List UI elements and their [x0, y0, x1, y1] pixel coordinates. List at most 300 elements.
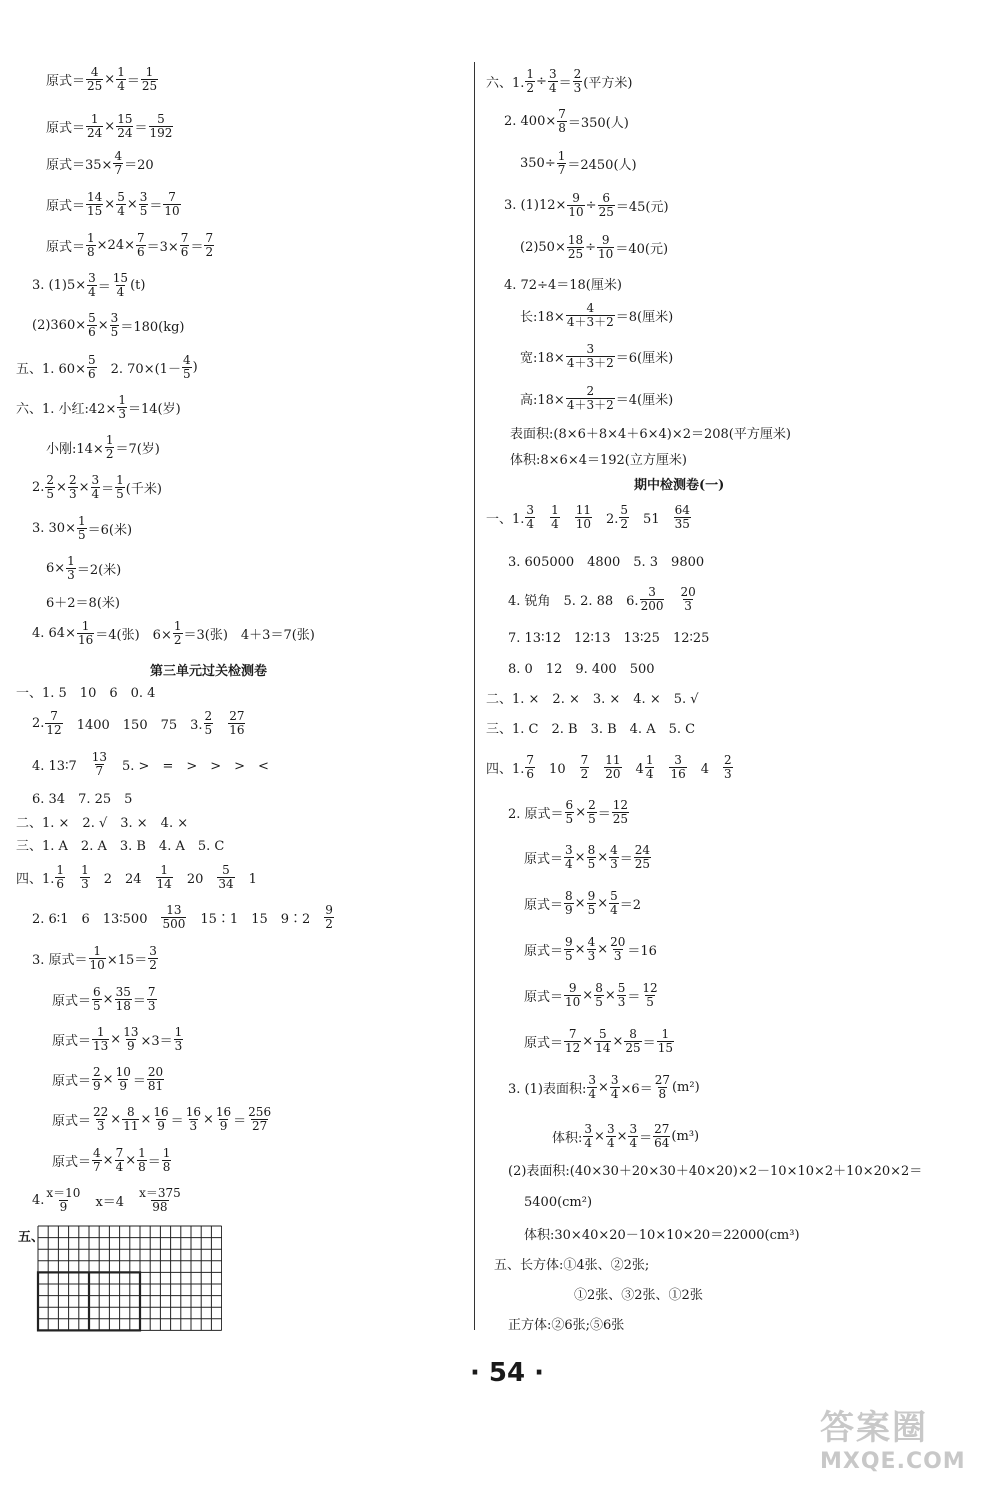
denominator: 18	[115, 998, 131, 1013]
text-segment: 体积:	[552, 1130, 583, 1146]
denominator: 6	[56, 876, 65, 891]
numerator: 7	[205, 230, 214, 245]
numerator: 15	[117, 111, 133, 126]
numerator: 1	[162, 1145, 171, 1160]
right-line	[524, 886, 641, 920]
numerator: 4	[182, 352, 191, 367]
fraction	[163, 191, 180, 218]
numerator: 1	[87, 230, 95, 245]
fraction	[174, 1026, 184, 1053]
text-segment: 原式＝	[52, 1154, 92, 1170]
fraction	[173, 620, 183, 647]
numerator: 2	[573, 66, 582, 81]
text-segment: 3. (1)12×	[504, 197, 567, 213]
denominator: 14	[595, 1040, 611, 1055]
fraction	[567, 234, 584, 261]
numerator: 7	[115, 1145, 124, 1160]
left-line	[32, 747, 269, 781]
denominator: 2	[173, 632, 182, 647]
watermark-logo	[820, 1400, 990, 1480]
left-line	[32, 1183, 183, 1217]
fraction	[86, 113, 103, 140]
right-line	[520, 381, 673, 415]
denominator: 4	[88, 284, 96, 299]
fraction	[628, 1123, 638, 1150]
text-segment: 一、1.	[486, 511, 525, 527]
fraction	[548, 68, 558, 95]
denominator: 2	[526, 80, 535, 95]
denominator: 500	[162, 916, 186, 931]
text-segment: 4.	[32, 1192, 45, 1208]
right-line	[524, 1024, 675, 1058]
denominator: 9	[59, 1199, 68, 1214]
text-segment: (2)表面积:(40×30＋20×30＋40×20)×2－10×10×2＋10×20×2＝	[508, 1163, 923, 1179]
denominator: 4＋3＋2	[566, 314, 614, 329]
numerator: 3	[110, 310, 119, 325]
denominator: 27	[251, 1118, 268, 1133]
text-segment: 六、1. 小红:42×	[16, 401, 117, 417]
denominator: 7	[557, 162, 566, 177]
fraction	[80, 864, 90, 891]
denominator: 16	[77, 632, 94, 647]
text-segment: ＝3(张) 4＋3＝7(张)	[183, 627, 315, 643]
text-segment: 二、1. × 2. √ 3. × 4. ×	[16, 815, 189, 831]
denominator: 192	[149, 125, 173, 140]
text-segment: (t)	[130, 277, 146, 293]
fraction	[115, 1147, 125, 1174]
denominator: 81	[147, 1078, 164, 1093]
numerator: 1	[93, 943, 101, 958]
numerator: 3	[548, 66, 557, 81]
text-segment: 小刚:14×	[46, 441, 104, 457]
numerator: 7	[526, 752, 535, 767]
fraction	[105, 434, 115, 461]
numerator: 1	[77, 513, 86, 528]
text-segment: (m³)	[671, 1128, 700, 1144]
fraction	[116, 113, 133, 140]
denominator: 10	[568, 204, 584, 219]
text-segment: ×	[140, 1111, 152, 1127]
text-segment: ＝	[627, 989, 641, 1005]
text-segment: ＝6(厘米)	[615, 350, 674, 366]
watermark-line1: 答案圈	[820, 1408, 928, 1448]
denominator: 10	[575, 516, 591, 531]
fraction	[557, 108, 567, 135]
numerator: 10	[115, 1064, 131, 1079]
right-line	[520, 298, 673, 332]
text-segment: ＝4(张) 6×	[95, 627, 172, 643]
watermark-line2: MXQE.COM	[820, 1449, 966, 1474]
fraction	[587, 1074, 597, 1101]
fraction	[156, 864, 173, 891]
text-segment: ×	[104, 71, 116, 87]
right-line	[486, 64, 632, 98]
denominator: 2	[205, 244, 214, 259]
text-segment: 15∶1 15 9∶2	[187, 911, 324, 927]
numerator: 4	[587, 934, 596, 949]
fraction	[610, 1074, 620, 1101]
denominator: 4	[117, 203, 125, 218]
fraction	[86, 191, 103, 218]
numerator: 6	[565, 797, 574, 812]
text-segment: 高:18×	[520, 392, 565, 408]
text-segment: 4. 72÷4＝18(厘米)	[504, 277, 622, 293]
text-segment: 4. 13∶7	[32, 758, 90, 774]
numerator: 9	[568, 980, 577, 995]
denominator: 5	[204, 722, 213, 737]
denominator: 20	[605, 766, 621, 781]
fraction	[669, 754, 686, 781]
denominator: 3	[81, 876, 89, 891]
denominator: 4＋3＋2	[566, 355, 614, 370]
numerator: 8	[629, 1026, 637, 1041]
numerator: 3	[139, 189, 148, 204]
denominator: 10	[164, 203, 180, 218]
text-segment: ×	[594, 1128, 605, 1144]
left-line	[32, 308, 184, 342]
text-segment: 3. 原式＝	[32, 952, 88, 968]
text-segment: ＝	[190, 239, 204, 255]
text-segment: 4	[687, 761, 723, 777]
numerator: 1	[174, 1024, 183, 1039]
left-line	[52, 1102, 273, 1136]
numerator: 2	[46, 472, 55, 487]
fraction	[117, 394, 127, 421]
fraction	[204, 232, 214, 259]
text-segment: ×	[597, 895, 609, 911]
text-segment: 原式＝	[52, 1073, 92, 1089]
text-segment: ＝	[639, 1130, 653, 1146]
text-segment: 长:18×	[520, 309, 565, 325]
denominator: 4	[115, 1159, 124, 1174]
numerator: 1	[138, 1145, 146, 1160]
text-segment: ÷	[536, 73, 547, 89]
fraction	[565, 799, 575, 826]
fraction	[566, 385, 615, 412]
text-segment: ＝	[170, 1113, 184, 1129]
text-segment: ＝4(厘米)	[615, 392, 674, 408]
numerator: 3	[149, 943, 157, 958]
numerator: 5	[599, 1026, 607, 1041]
numerator: 12	[642, 980, 658, 995]
denominator: 3	[68, 486, 77, 501]
denominator: 15	[87, 203, 103, 218]
numerator: 7	[136, 230, 145, 245]
text-segment: 原式＝	[46, 73, 86, 89]
shape-outline	[38, 1272, 140, 1330]
left-line	[32, 268, 145, 302]
text-segment: ＝6(米)	[87, 522, 133, 538]
right-line	[524, 932, 657, 966]
fraction	[89, 945, 106, 972]
text-segment: 三、1. A 2. A 3. B 4. A 5. C	[16, 838, 225, 854]
fraction	[674, 504, 691, 531]
denominator: 25	[612, 811, 629, 826]
fraction	[566, 343, 615, 370]
denominator: 8	[87, 244, 95, 259]
fraction	[115, 986, 132, 1013]
fraction	[564, 936, 574, 963]
text-segment: 2. 6∶1 6 13∶500	[32, 911, 161, 927]
text-segment: ＝	[558, 75, 572, 91]
denominator: 5	[587, 856, 596, 871]
numerator: 2	[93, 1064, 101, 1079]
text-segment: ＝40(元)	[615, 241, 669, 257]
fraction	[617, 982, 627, 1009]
text-segment: ÷	[585, 197, 597, 213]
left-line	[52, 1022, 184, 1056]
right-line	[552, 1119, 699, 1153]
fraction	[653, 1123, 670, 1150]
denominator: 5	[46, 486, 55, 501]
numerator: 7	[147, 984, 156, 999]
right-line	[508, 1306, 624, 1340]
numerator: 27	[654, 1072, 670, 1087]
fraction	[609, 844, 619, 871]
fraction	[77, 620, 94, 647]
fraction	[139, 191, 149, 218]
numerator: 1	[81, 862, 89, 877]
denominator: 4	[610, 902, 618, 917]
text-segment: 51	[630, 511, 673, 527]
denominator: 4	[606, 1135, 615, 1150]
text-segment: ×	[582, 1033, 594, 1049]
text-segment: 4	[622, 761, 644, 777]
fraction	[215, 1106, 232, 1133]
text-segment	[590, 758, 603, 777]
denominator: 11	[123, 1118, 139, 1133]
fraction	[136, 232, 146, 259]
numerator: 3	[88, 270, 96, 285]
right-line	[508, 650, 655, 684]
numerator: 3	[674, 752, 682, 767]
text-segment: ＝	[597, 806, 611, 822]
text-segment: (2)360×	[32, 317, 87, 333]
text-segment: ×	[604, 987, 616, 1003]
text-segment: 3. 605000 4800 5. 3 9800	[508, 554, 705, 570]
fraction	[612, 799, 629, 826]
right-line	[508, 1070, 700, 1104]
denominator: 2	[325, 916, 333, 931]
numerator: 2	[204, 708, 213, 723]
text-segment: ×	[78, 479, 90, 495]
text-segment: ×	[102, 1152, 114, 1168]
numerator: 3	[606, 1121, 615, 1136]
fraction	[723, 754, 733, 781]
fraction	[87, 354, 97, 381]
right-line	[520, 339, 673, 373]
denominator: 25	[625, 1040, 641, 1055]
right-line	[504, 266, 622, 300]
fraction	[604, 754, 621, 781]
text-segment: ＝	[619, 851, 633, 867]
numerator: 3	[584, 1121, 593, 1136]
denominator: 15	[657, 1040, 673, 1055]
text-segment: 体积:30×40×20－10×10×20＝22000(cm³)	[524, 1227, 800, 1243]
numerator: 1	[118, 392, 126, 407]
text-segment: ＝	[134, 120, 148, 136]
numerator: 1	[557, 148, 566, 163]
text-segment: 3. (1)5×	[32, 277, 87, 293]
text-segment: ×	[125, 1152, 137, 1168]
fraction	[185, 1106, 202, 1133]
denominator: 25	[598, 204, 614, 219]
fraction	[182, 354, 192, 381]
fraction	[564, 982, 581, 1009]
fraction	[122, 1026, 139, 1053]
right-line	[520, 230, 668, 264]
fraction	[87, 312, 97, 339]
numerator: 8	[565, 888, 573, 903]
numerator: 11	[575, 502, 591, 517]
numerator: 8	[127, 1104, 135, 1119]
left-line	[46, 146, 154, 180]
text-segment	[655, 758, 668, 777]
numerator: 15	[112, 270, 129, 285]
text-segment: 四、1.	[486, 761, 525, 777]
fraction	[87, 272, 97, 299]
fraction	[587, 936, 597, 963]
fraction	[564, 844, 574, 871]
text-segment: ×	[616, 1128, 628, 1144]
numerator: 256	[248, 1104, 272, 1119]
fraction	[525, 754, 535, 781]
text-segment: ×	[612, 1033, 624, 1049]
denominator: 3	[610, 856, 618, 871]
right-line	[574, 1276, 703, 1310]
fraction	[567, 192, 584, 219]
text-segment: )	[192, 359, 198, 375]
denominator: 25	[87, 78, 103, 93]
numerator: 3	[565, 842, 573, 857]
text-segment: 2. 70×(1－	[97, 361, 181, 377]
right-line	[508, 1152, 922, 1186]
fraction	[594, 982, 604, 1009]
text-segment: ×	[102, 1071, 114, 1087]
numerator: 1	[81, 618, 90, 633]
text-segment: ×	[56, 479, 67, 495]
numerator: 7	[168, 189, 176, 204]
fraction	[597, 234, 614, 261]
section-title: 第三单元过关检测卷	[150, 664, 268, 679]
text-segment: 二、1. × 2. × 3. × 4. × 5. √	[486, 691, 699, 707]
left-line	[46, 109, 174, 143]
numerator: 7	[558, 106, 566, 121]
text-segment: 宽:18×	[520, 350, 565, 366]
page-number: · 54 ·	[470, 1358, 545, 1388]
fraction	[45, 710, 62, 737]
numerator: 12	[612, 797, 629, 812]
fraction	[137, 1147, 147, 1174]
text-segment: ×	[110, 1031, 122, 1047]
text-segment: 1400 150 75 3.	[63, 717, 203, 733]
numerator: 16	[215, 1104, 232, 1119]
text-segment: 2.	[593, 511, 619, 527]
denominator: 3	[613, 948, 622, 963]
numerator: 9	[601, 232, 610, 247]
text-segment: 原式＝	[524, 897, 564, 913]
numerator: 6	[602, 190, 611, 205]
text-segment: ＝14(岁)	[128, 401, 181, 417]
fraction	[147, 986, 157, 1013]
numerator: 13	[91, 749, 108, 764]
denominator: 4	[551, 516, 559, 531]
left-line	[32, 511, 132, 545]
denominator: 2	[620, 516, 629, 531]
denominator: 5	[646, 994, 654, 1009]
fraction	[115, 474, 125, 501]
text-segment: ×	[597, 849, 609, 865]
fraction	[86, 66, 103, 93]
text-segment: 20	[173, 871, 217, 887]
text-segment: 3. (1)表面积:	[508, 1081, 587, 1097]
left-line	[46, 62, 159, 96]
numerator: 27	[654, 1121, 670, 1136]
text-segment: ×	[597, 941, 609, 957]
denominator: 7	[114, 162, 123, 177]
right-line	[486, 750, 734, 784]
text-segment: 一、1. 5 10 6 0. 4	[16, 685, 156, 701]
left-line	[16, 390, 181, 424]
numerator: 13	[123, 1024, 139, 1039]
denominator: 10	[565, 994, 581, 1009]
numerator: 1	[117, 64, 125, 79]
numerator: 4	[114, 148, 123, 163]
denominator: 24	[117, 125, 133, 140]
denominator: 9	[219, 1118, 228, 1133]
denominator: 4	[116, 284, 125, 299]
numerator: 1	[56, 862, 65, 877]
right-line	[524, 1216, 800, 1250]
left-line	[32, 900, 335, 934]
fraction	[624, 1028, 641, 1055]
text-segment: ×	[104, 118, 116, 134]
fraction	[609, 936, 626, 963]
fraction	[91, 751, 108, 778]
denominator: 5	[139, 203, 148, 218]
numerator: 64	[674, 502, 690, 517]
left-line	[46, 584, 120, 618]
denominator: 25	[567, 246, 584, 261]
text-segment: ＝	[126, 73, 140, 89]
numerator: 7	[568, 1026, 577, 1041]
text-segment: 2 24	[90, 871, 155, 887]
fraction	[92, 1026, 109, 1053]
numerator: 1	[526, 66, 535, 81]
fraction	[247, 1106, 272, 1133]
numerator: 9	[565, 934, 573, 949]
numerator: 1	[105, 432, 114, 447]
fraction	[204, 710, 214, 737]
numerator: 13	[166, 902, 182, 917]
numerator: 4	[586, 300, 595, 315]
text-segment: 原式＝	[52, 993, 92, 1009]
denominator: 34	[218, 876, 234, 891]
denominator: 6	[180, 244, 189, 259]
fraction	[162, 1147, 172, 1174]
text-segment: 原式＝	[46, 198, 86, 214]
fraction	[116, 66, 126, 93]
text-segment: 四、1.	[16, 871, 55, 887]
text-segment: ×	[597, 1079, 609, 1095]
fraction	[580, 754, 590, 781]
fraction	[640, 586, 665, 613]
text-segment	[665, 590, 678, 609]
text-segment: 三、1. C 2. B 3. B 4. A 5. C	[486, 721, 696, 737]
right-line	[508, 582, 698, 616]
right-line	[504, 104, 629, 138]
denominator: 4＋3＋2	[566, 397, 614, 412]
